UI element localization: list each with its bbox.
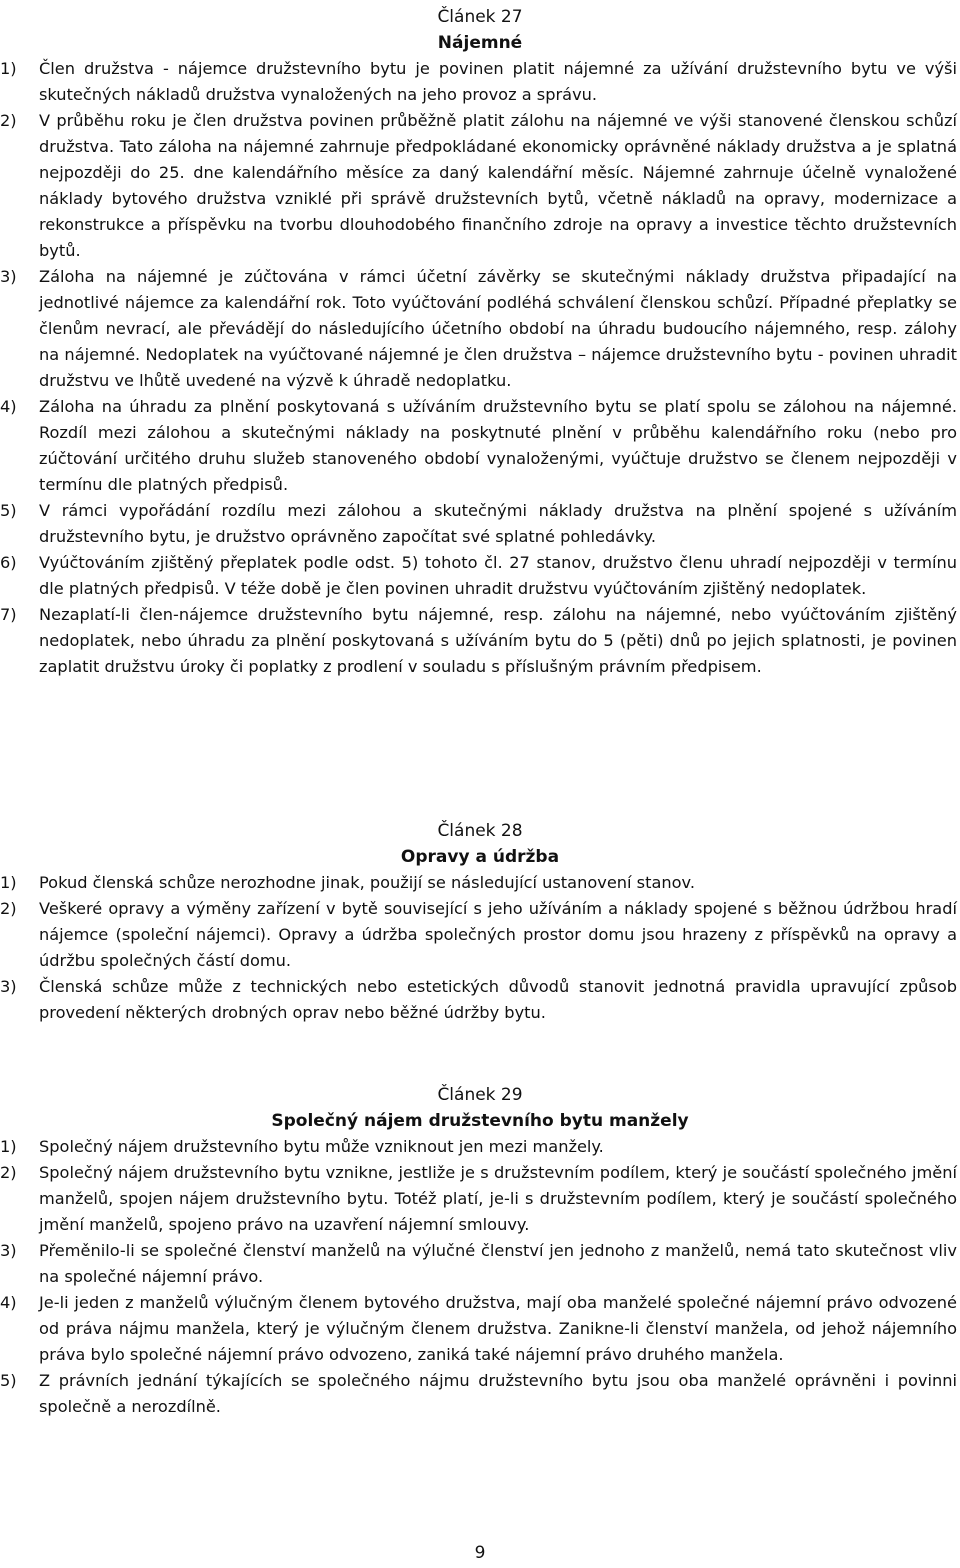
list-item <box>0 264 957 394</box>
article-items <box>0 870 960 1026</box>
item-text: V rámci vypořádání rozdílu mezi zálohou a skutečnými náklady družstva na plnění spojené s užíváním družstevního bytu, je družstvo oprávněno započítat své splatné pohledávky. <box>39 501 957 546</box>
article-items <box>0 56 960 680</box>
list-item <box>0 602 957 680</box>
item-number: 7) <box>0 605 17 624</box>
item-number: 3) <box>0 267 17 286</box>
item-number: 4) <box>0 1293 17 1312</box>
list-item <box>0 498 957 550</box>
article-number: Článek 27 <box>437 7 523 27</box>
item-number: 5) <box>0 501 17 520</box>
item-number: 3) <box>0 1241 17 1260</box>
item-text: Záloha na úhradu za plnění poskytovaná s užíváním družstevního bytu se platí spolu se zálohou na nájemné. Rozdíl mezi zálohou a skutečnými náklady na poskytnuté plnění v průběhu kalendářního roku (nebo pro zúčtování určitého druhu služeb stanoveného období vynaloženými, vyúčtuje družstvo se členem nejpozději v termínu dle platných předpisů. <box>39 397 957 494</box>
item-text: Společný nájem družstevního bytu vznikne, jestliže je s družstevním podílem, který je součástí společného jmění manželů, spojen nájem družstevního bytu. Totéž platí, je-li s družstevním podílem, který je součástí společného jmění manželů, spojeno právo na uzavření nájemní smlouvy. <box>39 1163 957 1234</box>
item-number: 2) <box>0 899 17 918</box>
item-text: V průběhu roku je člen družstva povinen průběžně platit zálohu na nájemné ve výši stanovené členskou schůzí družstva. Tato záloha na nájemné zahrnuje předpokládané ekonomicky oprávněné náklady družstva a je splatná nejpozději do 25. dne kalendářního měsíce za daný kalendářní měsíc. Nájemné zahrnuje účelně vynaložené náklady bytového družstva vzniklé při správě družstevních bytů, včetně nákladů na opravy, modernizace a rekonstrukce a příspěvku na tvorbu dlouhodobého finančního zdroje na opravy a investice těchto družstevních bytů. <box>39 111 957 260</box>
article-number: Článek 29 <box>437 1085 523 1105</box>
article-title: Opravy a údržba <box>400 847 560 867</box>
article-number: Článek 28 <box>437 821 523 841</box>
list-item <box>0 394 957 498</box>
list-item <box>0 550 957 602</box>
list-item <box>0 56 957 108</box>
list-item <box>0 974 957 1026</box>
list-item <box>0 1368 957 1420</box>
article-29 <box>0 1082 960 1420</box>
article-title: Společný nájem družstevního bytu manžely <box>271 1111 689 1131</box>
item-text: Přeměnilo-li se společné členství manželů na výlučné členství jen jednoho z manželů, nemá tato skutečnost vliv na společné nájemní právo. <box>39 1241 957 1286</box>
item-number: 1) <box>0 873 17 892</box>
item-text: Společný nájem družstevního bytu může vzniknout jen mezi manžely. <box>39 1137 604 1156</box>
article-title: Nájemné <box>437 33 523 53</box>
item-text: Je-li jeden z manželů výlučným členem bytového družstva, mají oba manželé společné nájemní právo odvozené od práva nájmu manžela, který je výlučným členem družstva. Zanikne-li členství manžela, od jehož nájemního práva bylo společné nájemní právo odvozeno, zaniká také nájemní právo druhého manžela. <box>39 1293 957 1364</box>
item-number: 3) <box>0 977 17 996</box>
list-item <box>0 1134 957 1160</box>
list-item <box>0 896 957 974</box>
page-number: 9 <box>474 1543 486 1563</box>
item-text: Vyúčtováním zjištěný přeplatek podle odst. 5) tohoto čl. 27 stanov, družstvo členu uhradí nejpozději v termínu dle platných předpisů. V téže době je člen povinen uhradit družstvu vyúčtováním zjištěný nedoplatek. <box>39 553 957 598</box>
article-28 <box>0 818 960 1026</box>
item-number: 5) <box>0 1371 17 1390</box>
article-27 <box>0 4 960 680</box>
list-item <box>0 1238 957 1290</box>
list-item <box>0 1160 957 1238</box>
list-item <box>0 1290 957 1368</box>
item-text: Veškeré opravy a výměny zařízení v bytě související s jeho užíváním a náklady spojené s běžnou údržbou hradí nájemce (společní nájemci). Opravy a údržba společných prostor domu jsou hrazeny z příspěvků na opravy a údržbu společných částí domu. <box>39 899 957 970</box>
item-number: 2) <box>0 111 17 130</box>
item-text: Člen družstva - nájemce družstevního bytu je povinen platit nájemné za užívání družstevního bytu ve výši skutečných nákladů družstva vynaložených na jeho provoz a správu. <box>39 59 957 104</box>
article-items <box>0 1134 960 1420</box>
item-number: 1) <box>0 59 17 78</box>
item-number: 4) <box>0 397 17 416</box>
item-number: 1) <box>0 1137 17 1156</box>
item-text: Z právních jednání týkajících se společného nájmu družstevního bytu jsou oba manželé oprávněni i povinni společně a nerozdílně. <box>39 1371 957 1416</box>
item-number: 6) <box>0 553 17 572</box>
item-text: Nezaplatí-li člen-nájemce družstevního bytu nájemné, resp. zálohu na nájemné, nebo vyúčtováním zjištěný nedoplatek, nebo úhradu za plnění poskytovaná s užíváním bytu do 5 (pěti) dnů po jejich splatnosti, je povinen zaplatit družstvu úroky či poplatky z prodlení v souladu s příslušným právním předpisem. <box>39 605 957 676</box>
item-text: Záloha na nájemné je zúčtována v rámci účetní závěrky se skutečnými náklady družstva připadající na jednotlivé nájemce za kalendářní rok. Toto vyúčtování podléhá schválení členskou schůzí. Případné přeplatky se členům nevrací, ale převádějí do následujícího účetního období na úhradu budoucího nájemného, resp. zálohy na nájemné. Nedoplatek na vyúčtované nájemné je člen družstva – nájemce družstevního bytu - povinen uhradit družstvu ve lhůtě uvedené na výzvě k úhradě nedoplatku. <box>39 267 957 390</box>
item-text: Pokud členská schůze nerozhodne jinak, použijí se následující ustanovení stanov. <box>39 873 696 892</box>
item-text: Členská schůze může z technických nebo estetických důvodů stanovit jednotná pravidla upravující způsob provedení některých drobných oprav nebo běžné údržby bytu. <box>39 977 957 1022</box>
list-item <box>0 870 957 896</box>
list-item <box>0 108 957 264</box>
item-number: 2) <box>0 1163 17 1182</box>
